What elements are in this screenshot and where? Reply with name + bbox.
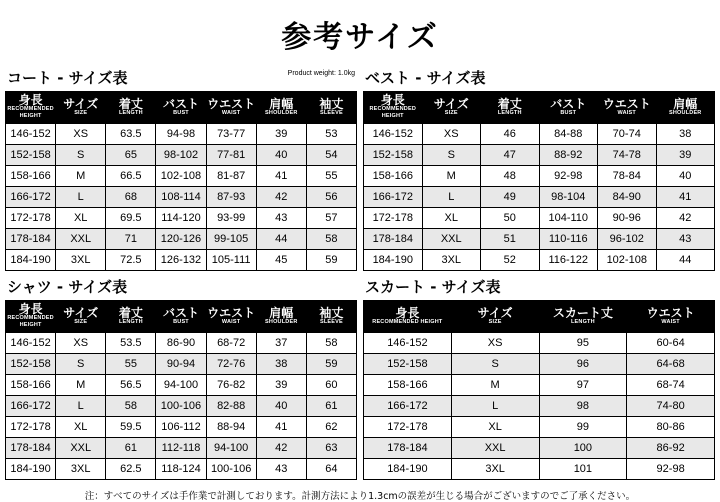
cell: 40 xyxy=(656,166,715,187)
cell: 39 xyxy=(256,124,306,145)
cell: 42 xyxy=(256,187,306,208)
panel-coat xyxy=(5,64,357,271)
cell: 184-190 xyxy=(6,250,56,271)
col-header: バスト BUST xyxy=(156,92,206,124)
cell: 57 xyxy=(306,208,356,229)
cell: 49 xyxy=(481,187,540,208)
cell: 38 xyxy=(656,124,715,145)
table-row xyxy=(6,250,357,271)
panel-title-skirt: スカート - サイズ表 xyxy=(365,278,501,296)
cell: 63.5 xyxy=(106,124,156,145)
cell: 94-98 xyxy=(156,124,206,145)
cell: 78-84 xyxy=(598,166,657,187)
cell: 40 xyxy=(256,145,306,166)
col-header: サイズ SIZE xyxy=(56,301,106,333)
cell: S xyxy=(56,145,106,166)
col-header: 身長 RECOMMENDED HEIGHT xyxy=(364,92,423,124)
cell: 152-158 xyxy=(6,145,56,166)
table-row xyxy=(364,438,715,459)
cell: 58 xyxy=(306,333,356,354)
table-body xyxy=(6,333,357,480)
table-row xyxy=(6,187,357,208)
cell: 84-90 xyxy=(598,187,657,208)
col-header: 着丈 LENGTH xyxy=(106,92,156,124)
cell: 114-120 xyxy=(156,208,206,229)
cell: 110-116 xyxy=(539,229,598,250)
cell: 58 xyxy=(106,396,156,417)
cell: 90-94 xyxy=(156,354,206,375)
cell: 96-102 xyxy=(598,229,657,250)
cell: M xyxy=(422,166,481,187)
table-row xyxy=(364,229,715,250)
cell: 41 xyxy=(256,166,306,187)
cell: 146-152 xyxy=(364,333,452,354)
cell: 44 xyxy=(656,250,715,271)
col-header: 着丈 LENGTH xyxy=(106,301,156,333)
table-row xyxy=(6,375,357,396)
cell: 43 xyxy=(256,459,306,480)
table-row xyxy=(6,396,357,417)
cell: 65 xyxy=(106,145,156,166)
cell: 68-74 xyxy=(627,375,715,396)
table-row xyxy=(6,438,357,459)
cell: 178-184 xyxy=(6,438,56,459)
cell: M xyxy=(56,166,106,187)
table-row xyxy=(6,459,357,480)
table-row xyxy=(364,354,715,375)
cell: 152-158 xyxy=(364,354,452,375)
col-header: 着丈 LENGTH xyxy=(481,92,540,124)
cell: 76-82 xyxy=(206,375,256,396)
cell: 56 xyxy=(306,187,356,208)
cell: 47 xyxy=(481,145,540,166)
col-header: スカート丈 LENGTH xyxy=(539,301,627,333)
cell: 50 xyxy=(481,208,540,229)
cell: 66.5 xyxy=(106,166,156,187)
cell: 112-118 xyxy=(156,438,206,459)
cell: 84-88 xyxy=(539,124,598,145)
cell: L xyxy=(422,187,481,208)
cell: 99 xyxy=(539,417,627,438)
cell: XXL xyxy=(451,438,539,459)
table-row xyxy=(6,166,357,187)
col-header: 身長 RECOMMENDED HEIGHT xyxy=(364,301,452,333)
cell: XL xyxy=(56,208,106,229)
table-head xyxy=(6,92,357,124)
cell: 41 xyxy=(656,187,715,208)
cell: 178-184 xyxy=(364,229,423,250)
product-weight-note: Product weight: 1.0kg xyxy=(287,70,355,77)
cell: 43 xyxy=(256,208,306,229)
cell: 54 xyxy=(306,145,356,166)
cell: XL xyxy=(422,208,481,229)
cell: 184-190 xyxy=(6,459,56,480)
col-header: バスト BUST xyxy=(539,92,598,124)
table-head xyxy=(364,92,715,124)
table-head xyxy=(6,301,357,333)
cell: 166-172 xyxy=(6,396,56,417)
cell: 86-92 xyxy=(627,438,715,459)
col-header: 肩幅 SHOULDER xyxy=(256,92,306,124)
cell: 53 xyxy=(306,124,356,145)
table-vest xyxy=(363,91,715,271)
table-row xyxy=(364,333,715,354)
cell: 105-111 xyxy=(206,250,256,271)
table-row xyxy=(6,417,357,438)
table-row xyxy=(364,375,715,396)
table-row xyxy=(6,208,357,229)
cell: 158-166 xyxy=(364,166,423,187)
cell: 82-88 xyxy=(206,396,256,417)
cell: 61 xyxy=(106,438,156,459)
cell: 172-178 xyxy=(6,208,56,229)
table-row xyxy=(6,354,357,375)
cell: 59 xyxy=(306,250,356,271)
col-header: サイズ SIZE xyxy=(451,301,539,333)
cell: 72-76 xyxy=(206,354,256,375)
cell: 88-94 xyxy=(206,417,256,438)
cell: 69.5 xyxy=(106,208,156,229)
cell: 94-100 xyxy=(156,375,206,396)
table-row xyxy=(364,417,715,438)
table-row xyxy=(364,124,715,145)
col-header: 身長 RECOMMENDED HEIGHT xyxy=(6,92,56,124)
cell: 62 xyxy=(306,417,356,438)
table-row xyxy=(364,208,715,229)
cell: 73-77 xyxy=(206,124,256,145)
table-body xyxy=(364,333,715,480)
cell: 37 xyxy=(256,333,306,354)
cell: 87-93 xyxy=(206,187,256,208)
cell: 41 xyxy=(256,417,306,438)
table-row xyxy=(364,396,715,417)
table-skirt xyxy=(363,300,715,480)
panel-skirt xyxy=(363,273,715,480)
cell: 90-96 xyxy=(598,208,657,229)
measurement-disclaimer: 注：すべてのサイズは手作業で計測しております。計測方法により1.3cmの誤差が生じる場合がございますのでご了承ください。 xyxy=(84,491,636,502)
cell: 71 xyxy=(106,229,156,250)
table-head xyxy=(364,301,715,333)
cell: 74-80 xyxy=(627,396,715,417)
cell: 184-190 xyxy=(364,250,423,271)
table-row xyxy=(6,145,357,166)
cell: 100-106 xyxy=(156,396,206,417)
cell: 39 xyxy=(656,145,715,166)
table-shirt xyxy=(5,300,357,480)
col-header: ウエスト WAIST xyxy=(206,301,256,333)
cell: 64 xyxy=(306,459,356,480)
cell: 56.5 xyxy=(106,375,156,396)
cell: L xyxy=(56,187,106,208)
cell: 93-99 xyxy=(206,208,256,229)
panels-grid xyxy=(0,64,720,480)
table-row xyxy=(364,187,715,208)
table-header-row xyxy=(6,92,357,124)
panel-shirt xyxy=(5,273,357,480)
cell: 3XL xyxy=(56,459,106,480)
cell: 42 xyxy=(256,438,306,459)
cell: 63 xyxy=(306,438,356,459)
cell: XL xyxy=(451,417,539,438)
cell: 158-166 xyxy=(6,166,56,187)
cell: 59 xyxy=(306,354,356,375)
cell: 158-166 xyxy=(6,375,56,396)
cell: 102-108 xyxy=(156,166,206,187)
cell: S xyxy=(56,354,106,375)
table-row xyxy=(6,124,357,145)
cell: 97 xyxy=(539,375,627,396)
cell: 152-158 xyxy=(364,145,423,166)
cell: 172-178 xyxy=(6,417,56,438)
table-header-row xyxy=(364,301,715,333)
cell: 72.5 xyxy=(106,250,156,271)
col-header: ウエスト WAIST xyxy=(627,301,715,333)
col-header: 袖丈 SLEEVE xyxy=(306,92,356,124)
col-header: 身長 RECOMMENDED HEIGHT xyxy=(6,301,56,333)
cell: 42 xyxy=(656,208,715,229)
cell: XXL xyxy=(56,438,106,459)
cell: XXL xyxy=(422,229,481,250)
cell: 45 xyxy=(256,250,306,271)
cell: 94-100 xyxy=(206,438,256,459)
cell: 158-166 xyxy=(364,375,452,396)
cell: 172-178 xyxy=(364,208,423,229)
cell: 92-98 xyxy=(539,166,598,187)
cell: 70-74 xyxy=(598,124,657,145)
panel-title-vest: ベスト - サイズ表 xyxy=(365,69,486,87)
cell: 55 xyxy=(106,354,156,375)
cell: 106-112 xyxy=(156,417,206,438)
cell: 120-126 xyxy=(156,229,206,250)
cell: 61 xyxy=(306,396,356,417)
table-row xyxy=(6,333,357,354)
cell: 100 xyxy=(539,438,627,459)
cell: 166-172 xyxy=(6,187,56,208)
panel-vest xyxy=(363,64,715,271)
table-row xyxy=(364,145,715,166)
cell: 80-86 xyxy=(627,417,715,438)
cell: 98-102 xyxy=(156,145,206,166)
cell: 62.5 xyxy=(106,459,156,480)
cell: 74-78 xyxy=(598,145,657,166)
cell: 59.5 xyxy=(106,417,156,438)
cell: 77-81 xyxy=(206,145,256,166)
cell: 98-104 xyxy=(539,187,598,208)
cell: 39 xyxy=(256,375,306,396)
col-header: ウエスト WAIST xyxy=(598,92,657,124)
cell: 101 xyxy=(539,459,627,480)
cell: 68-72 xyxy=(206,333,256,354)
col-header: バスト BUST xyxy=(156,301,206,333)
cell: 126-132 xyxy=(156,250,206,271)
cell: 44 xyxy=(256,229,306,250)
table-row xyxy=(364,459,715,480)
cell: 102-108 xyxy=(598,250,657,271)
col-header: 袖丈 SLEEVE xyxy=(306,301,356,333)
cell: M xyxy=(56,375,106,396)
cell: 178-184 xyxy=(364,438,452,459)
cell: XS xyxy=(451,333,539,354)
col-header: サイズ SIZE xyxy=(56,92,106,124)
cell: 172-178 xyxy=(364,417,452,438)
cell: 86-90 xyxy=(156,333,206,354)
cell: 166-172 xyxy=(364,187,423,208)
cell: 178-184 xyxy=(6,229,56,250)
col-header: 肩幅 SHOULDER xyxy=(256,301,306,333)
cell: 146-152 xyxy=(364,124,423,145)
cell: 68 xyxy=(106,187,156,208)
cell: 48 xyxy=(481,166,540,187)
cell: 95 xyxy=(539,333,627,354)
cell: 60 xyxy=(306,375,356,396)
cell: S xyxy=(451,354,539,375)
cell: XS xyxy=(422,124,481,145)
cell: 53.5 xyxy=(106,333,156,354)
cell: 38 xyxy=(256,354,306,375)
col-header: 肩幅 SHOULDER xyxy=(656,92,715,124)
table-body xyxy=(364,124,715,271)
cell: 51 xyxy=(481,229,540,250)
cell: 100-106 xyxy=(206,459,256,480)
cell: 64-68 xyxy=(627,354,715,375)
cell: XXL xyxy=(56,229,106,250)
page-title: 参考サイズ xyxy=(281,20,439,55)
cell: S xyxy=(422,145,481,166)
cell: L xyxy=(56,396,106,417)
cell: 166-172 xyxy=(364,396,452,417)
cell: 88-92 xyxy=(539,145,598,166)
cell: 43 xyxy=(656,229,715,250)
cell: 118-124 xyxy=(156,459,206,480)
table-header-row xyxy=(364,92,715,124)
table-header-row xyxy=(6,301,357,333)
cell: XS xyxy=(56,333,106,354)
cell: 46 xyxy=(481,124,540,145)
cell: 99-105 xyxy=(206,229,256,250)
cell: 40 xyxy=(256,396,306,417)
cell: 55 xyxy=(306,166,356,187)
cell: 98 xyxy=(539,396,627,417)
panel-title-coat: コート - サイズ表 xyxy=(7,69,128,87)
table-body xyxy=(6,124,357,271)
table-row xyxy=(6,229,357,250)
panel-title-shirt: シャツ - サイズ表 xyxy=(7,278,128,296)
cell: 3XL xyxy=(422,250,481,271)
table-row xyxy=(364,166,715,187)
cell: 108-114 xyxy=(156,187,206,208)
table-row xyxy=(364,250,715,271)
table-coat xyxy=(5,91,357,271)
cell: 81-87 xyxy=(206,166,256,187)
cell: 58 xyxy=(306,229,356,250)
cell: 104-110 xyxy=(539,208,598,229)
cell: 60-64 xyxy=(627,333,715,354)
cell: 116-122 xyxy=(539,250,598,271)
cell: L xyxy=(451,396,539,417)
cell: M xyxy=(451,375,539,396)
cell: 52 xyxy=(481,250,540,271)
col-header: サイズ SIZE xyxy=(422,92,481,124)
cell: 146-152 xyxy=(6,124,56,145)
col-header: ウエスト WAIST xyxy=(206,92,256,124)
cell: XL xyxy=(56,417,106,438)
cell: 146-152 xyxy=(6,333,56,354)
cell: 184-190 xyxy=(364,459,452,480)
cell: 3XL xyxy=(56,250,106,271)
cell: XS xyxy=(56,124,106,145)
cell: 96 xyxy=(539,354,627,375)
cell: 152-158 xyxy=(6,354,56,375)
cell: 92-98 xyxy=(627,459,715,480)
cell: 3XL xyxy=(451,459,539,480)
